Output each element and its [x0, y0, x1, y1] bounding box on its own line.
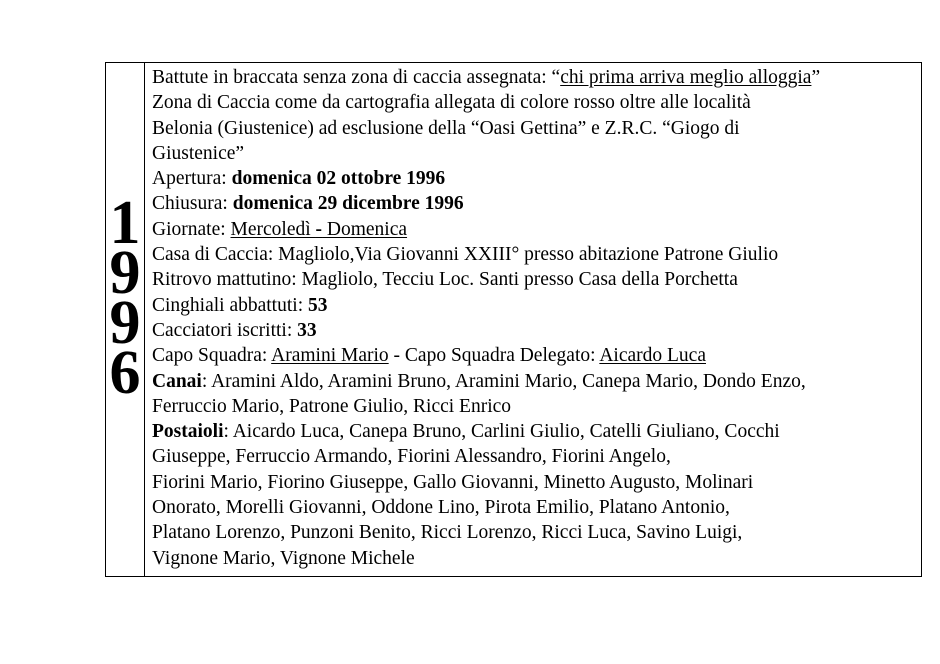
- text-segment: Aicardo Luca: [599, 345, 706, 367]
- text-segment: -: [315, 218, 323, 240]
- text-segment: Ferruccio Mario, Patrone Giulio, Ricci Enrico: [152, 395, 512, 417]
- text-line: [152, 470, 915, 495]
- text-segment: : Aicardo Luca, Canepa Bruno, Carlini Giulio, Catelli Giuliano, Cocchi: [223, 421, 780, 443]
- text-segment: Postaioli: [152, 421, 224, 443]
- text-segment: Canai: [152, 370, 202, 392]
- text-segment: Giustenice”: [152, 142, 245, 164]
- text-segment: Chiusura:: [152, 193, 233, 215]
- text-segment: Capo Squadra:: [152, 345, 272, 367]
- year-column: [106, 63, 145, 576]
- text-segment: Domenica: [322, 218, 408, 240]
- text-segment: chi prima arriva meglio alloggia: [560, 67, 812, 88]
- text-line: [152, 419, 915, 444]
- text-segment: 33: [297, 319, 317, 341]
- text-line: [152, 191, 915, 216]
- text-segment: Vignone Mario, Vignone Michele: [152, 547, 415, 569]
- text-line: [152, 166, 915, 191]
- text-line: [152, 444, 915, 469]
- text-segment: Belonia (Giustenice) ad esclusione della “Oasi Gettina” e Z.R.C. “Giogo di: [152, 117, 740, 139]
- text-segment: Platano Lorenzo, Punzoni Benito, Ricci Lorenzo, Ricci Luca, Savino Luigi,: [152, 522, 743, 544]
- year-digit: 9: [109, 288, 141, 357]
- text-line: [152, 217, 915, 242]
- text-segment: Onorato, Morelli Giovanni, Oddone Lino, Pirota Emilio, Platano Antonio,: [152, 497, 730, 519]
- text-segment: Ritrovo mattutino: Magliolo, Tecciu Loc. Santi presso Casa della Porchetta: [152, 269, 738, 291]
- text-segment: domenica 02 ottobre 1996: [231, 168, 446, 190]
- text-line: [152, 65, 915, 90]
- text-segment: Giornate:: [152, 218, 231, 240]
- text-segment: ”: [811, 67, 821, 88]
- text-line: [152, 90, 915, 115]
- text-line: [152, 267, 915, 292]
- text-line: [152, 242, 915, 267]
- year-digit-stack: [109, 188, 141, 407]
- text-segment: Zona di Caccia come da cartografia allegata di colore rosso oltre alle località: [152, 92, 751, 114]
- text-segment: domenica 29 dicembre 1996: [232, 193, 464, 215]
- text-segment: Aramini Mario: [271, 345, 389, 367]
- text-segment: Battute in braccata senza zona di caccia assegnata: “: [152, 67, 561, 88]
- year-digit: 9: [109, 238, 141, 307]
- text-segment: 53: [307, 294, 328, 316]
- text-segment: : Aramini Aldo, Aramini Bruno, Aramini Mario, Canepa Mario, Dondo Enzo,: [201, 370, 806, 392]
- text-line: [152, 394, 915, 419]
- text-segment: Apertura:: [152, 168, 232, 190]
- text-line: [152, 369, 915, 394]
- text-segment: Cacciatori iscritti:: [152, 319, 298, 341]
- text-segment: Casa di Caccia: Magliolo,Via Giovanni XXIII° presso abitazione Patrone Giulio: [152, 244, 779, 266]
- text-line: [152, 141, 915, 166]
- text-segment: Fiorini Mario, Fiorino Giuseppe, Gallo Giovanni, Minetto Augusto, Molinari: [152, 471, 754, 493]
- text-line: [152, 546, 915, 571]
- content-column: [145, 63, 921, 576]
- text-line: [152, 116, 915, 141]
- text-line: [152, 318, 915, 343]
- text-segment: Cinghiali abbattuti:: [152, 294, 308, 316]
- text-line: [152, 343, 915, 368]
- text-line: [152, 495, 915, 520]
- document-table: [105, 62, 922, 577]
- year-digit: 1: [109, 188, 141, 257]
- text-segment: Giuseppe, Ferruccio Armando, Fiorini Alessandro, Fiorini Angelo,: [152, 446, 671, 468]
- text-segment: Mercoledì: [230, 218, 316, 240]
- text-line: [152, 293, 915, 318]
- text-segment: - Capo Squadra Delegato:: [388, 345, 600, 367]
- text-line: [152, 520, 915, 545]
- year-digit: 6: [109, 338, 141, 407]
